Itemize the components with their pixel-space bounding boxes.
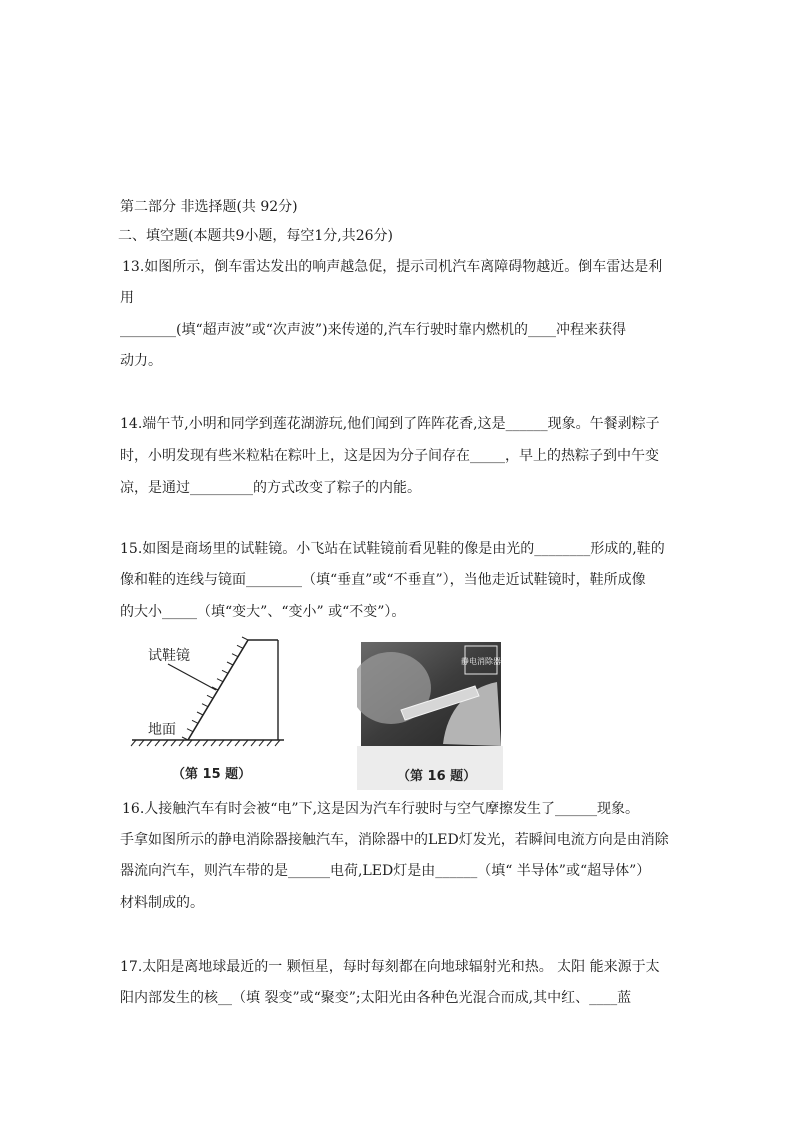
q15-line-2: 像和鞋的连线与镜面________（填“垂直”或“不垂直”），当他走近试鞋镜时，鞋所成像 [120, 572, 646, 588]
mirror-pointer-line [168, 664, 216, 690]
q16-line-4: 材料制成的。 [120, 895, 204, 911]
q13-line-2: 用 [120, 290, 134, 306]
q17-line-1: 17.太阳是离地球最近的一 颗恒星，每时每刻都在向地球辐射光和热。 太阳 能来源于太 [120, 959, 660, 975]
q16-line-2: 手拿如图所示的静电消除器接触汽车，消除器中的LED灯发光，若瞬间电流方向是由消除 [120, 832, 669, 848]
q14-line-3: 凉，是通过_________的方式改变了粽子的内能。 [120, 480, 421, 496]
q14-line-2: 时，小明发现有些米粒粘在粽叶上，这是因为分子间存在_____，早上的热粽子到中午变 [120, 448, 659, 464]
q15-line-1: 15.如图是商场里的试鞋镜。小飞站在试鞋镜前看见鞋的像是由光的________形成的,鞋的 [120, 541, 665, 557]
mirror-surface [182, 637, 278, 740]
figure-16-static-eliminator [357, 640, 503, 790]
ground-surface [131, 740, 284, 746]
figure-15-caption: （第 15 题） [172, 767, 252, 782]
q16-line-3: 器流向汽车，则汽车带的是______电荷,LED灯是由______（填“ 半导体”或“超导体”） [120, 863, 651, 879]
q13-line-4: 动力。 [120, 353, 162, 369]
figure-16-caption: （第 16 题） [397, 769, 477, 784]
q17-line-2: 阳内部发生的核__（填 裂变”或“聚变”;太阳光由各种色光混合而成,其中红、____蓝 [120, 990, 632, 1006]
mirror-label: 试鞋镜 [148, 648, 190, 664]
q14-line-1: 14.端午节,小明和同学到莲花湖游玩,他们闻到了阵阵花香,这是______现象。午餐剥粽子 [120, 416, 660, 432]
q13-line-3: ________(填“超声波”或“次声波”)来传递的,汽车行驶时靠内燃机的____冲程来获得 [120, 322, 627, 338]
device-label-text: 静电消除器 [461, 657, 501, 666]
ground-label: 地面 [148, 722, 176, 738]
part-title: 第二部分 非选择题(共 92分) [120, 199, 298, 215]
figure-15-shoe-mirror [128, 632, 288, 788]
q15-line-3: 的大小_____（填“变大”、“变小” 或“不变”）。 [120, 604, 406, 620]
q16-line-1: 16.人接触汽车有时会被“电”下,这是因为汽车行驶时与空气摩擦发生了______现象。 [122, 801, 640, 817]
section-heading: 二、填空题(本题共9小题，每空1分,共26分) [118, 228, 394, 244]
q13-line-1: 13.如图所示，倒车雷达发出的响声越急促，提示司机汽车离障碍物越近。倒车雷达是利 [122, 259, 663, 275]
